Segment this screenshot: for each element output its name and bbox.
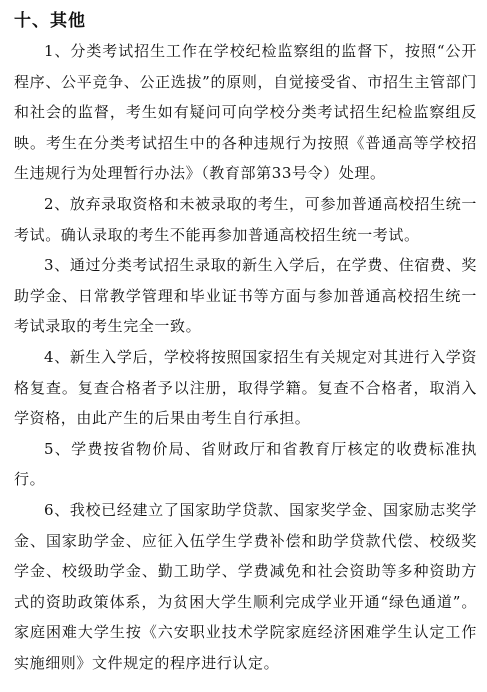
paragraph-4: 4、新生入学后，学校将按照国家招生有关规定对其进行入学资格复查。复查合格者予以注册，取得学籍。复查不合格者，取消入学资格，由此产生的后果由考生自行承担。: [14, 347, 477, 428]
section-heading: 十、其他: [14, 11, 86, 31]
paragraph-3: 3、通过分类考试招生录取的新生入学后，在学费、住宿费、奖助学金、日常教学管理和毕业证书等方面与参加普通高校招生统一考试录取的考生完全一致。: [14, 256, 477, 336]
paragraph-1: 1、分类考试招生工作在学校纪检监察组的监督下，按照“公开程序、公平竞争、公正选拔”的原则，自觉接受省、市招生主管部门和社会的监督，考生如有疑问可向学校分类考试招生纪检监察组反映。考生在分类考试招生中的各种违规行为按照《普通高等学校招生违规行为处理暂行办法》（教育部第33号令）处理。: [14, 42, 477, 183]
paragraph-2: 2、放弃录取资格和未被录取的考生，可参加普通高校招生统一考试。确认录取的考生不能再参加普通高校招生统一考试。: [14, 194, 477, 244]
paragraph-6: 6、我校已经建立了国家助学贷款、国家奖学金、国家励志奖学金、国家助学金、应征入伍学生学费补偿和助学贷款代偿、校级奖学金、校级助学金、勤工助学、学费减免和社会资助等多种资助方式的资助政策体系，为贫困大学生顺利完成学业开通“绿色通道”。家庭困难大学生按《六安职业技术学院家庭经济困难学生认定工作实施细则》文件规定的程序进行认定。: [14, 500, 477, 672]
paragraph-5: 5、学费按省物价局、省财政厅和省教育厅核定的收费标准执行。: [14, 439, 477, 489]
